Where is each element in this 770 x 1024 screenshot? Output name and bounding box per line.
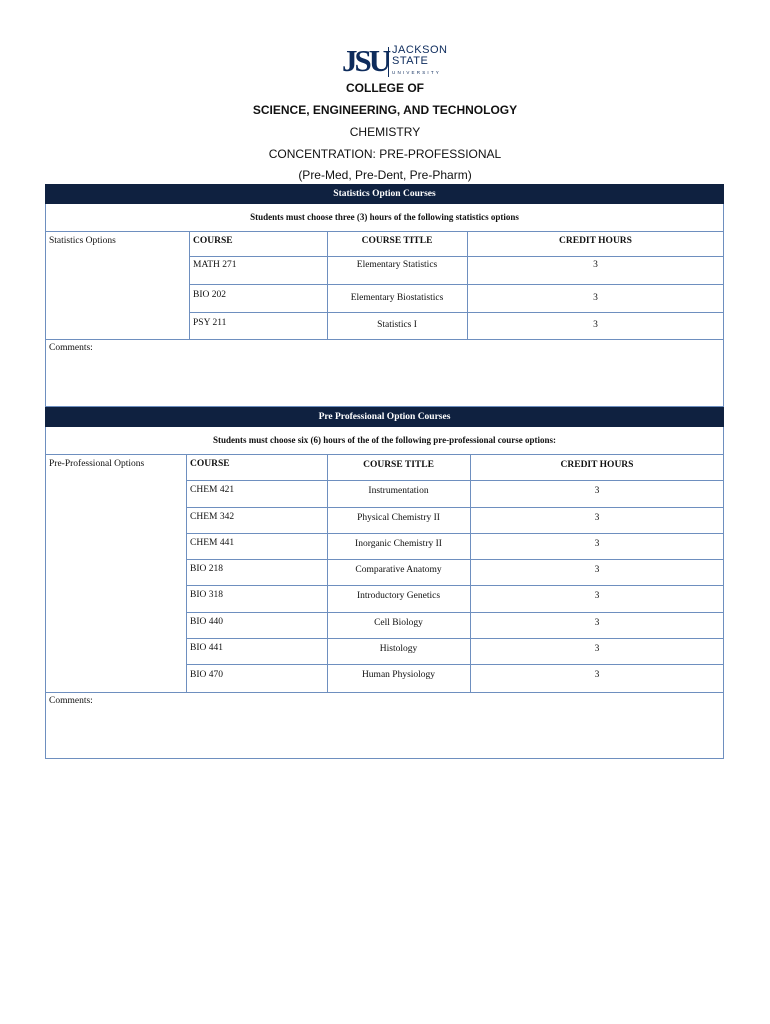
course-title: Physical Chemistry II: [357, 513, 440, 523]
jsu-monogram: [341, 43, 389, 81]
course-code: BIO 470: [190, 670, 223, 680]
course-code: MATH 271: [193, 260, 237, 270]
column-header-title: COURSE TITLE: [361, 236, 433, 246]
preprofessional-section-title: Pre Professional Option Courses: [45, 407, 724, 427]
course-title: Statistics I: [377, 320, 417, 330]
divider: [189, 312, 724, 313]
credit-hours: 3: [594, 670, 600, 680]
statistics-row-label: Statistics Options: [49, 236, 116, 246]
divider: [186, 664, 724, 665]
credit-hours: 3: [594, 565, 600, 575]
logo-line-1: JACKSON: [392, 44, 448, 56]
column-header-course: COURSE: [193, 236, 233, 246]
column-header-title: COURSE TITLE: [363, 460, 434, 470]
course-title: Instrumentation: [368, 486, 429, 496]
credit-hours: 3: [593, 293, 598, 303]
statistics-section-title: Statistics Option Courses: [45, 184, 724, 204]
course-code: BIO 440: [190, 617, 223, 627]
statistics-instruction: Students must choose three (3) hours of the following statistics options: [250, 212, 519, 222]
course-title: Introductory Genetics: [356, 591, 441, 601]
divider: [45, 692, 724, 693]
divider: [186, 638, 724, 639]
column-header-course: COURSE: [190, 459, 230, 469]
credit-hours: 3: [594, 539, 600, 549]
concentration-title: CONCENTRATION: PRE-PROFESSIONAL: [268, 147, 502, 161]
divider: [189, 284, 724, 285]
college-line-1: COLLEGE OF: [346, 81, 424, 95]
credit-hours: 3: [594, 591, 600, 601]
course-code: BIO 441: [190, 643, 223, 653]
college-line-2: SCIENCE, ENGINEERING, AND TECHNOLOGY: [252, 103, 518, 117]
preprofessional-row-label: Pre-Professional Options: [49, 459, 145, 469]
divider: [45, 231, 724, 232]
credit-hours: 3: [593, 320, 598, 330]
divider: [186, 612, 724, 613]
jsu-logo: [341, 43, 451, 83]
column-header-hours: CREDIT HOURS: [560, 460, 634, 470]
column-header-hours: CREDIT HOURS: [559, 236, 632, 246]
course-code: BIO 202: [193, 290, 226, 300]
credit-hours: 3: [593, 260, 598, 270]
logo-wordmark: [392, 45, 447, 78]
divider: [186, 585, 724, 586]
logo-line-3: UNIVERSITY: [392, 70, 442, 75]
statistics-comments-label: Comments:: [49, 343, 93, 353]
preprofessional-comments-label: Comments:: [49, 696, 93, 706]
course-title: Cell Biology: [374, 618, 423, 628]
logo-divider: [388, 47, 389, 77]
tracks-subtitle: (Pre-Med, Pre-Dent, Pre-Pharm): [298, 168, 472, 182]
course-code: BIO 318: [190, 590, 223, 600]
course-code: CHEM 342: [190, 512, 235, 522]
course-code: CHEM 421: [190, 485, 235, 495]
divider: [189, 231, 190, 339]
divider: [186, 480, 724, 481]
divider: [189, 256, 724, 257]
course-title: Elementary Statistics: [356, 260, 438, 270]
credit-hours: 3: [594, 644, 600, 654]
course-title: Elementary Biostatistics: [350, 293, 444, 303]
credit-hours: 3: [594, 618, 600, 628]
divider: [186, 533, 724, 534]
credit-hours: 3: [594, 513, 600, 523]
course-code: BIO 218: [190, 564, 223, 574]
divider: [45, 339, 724, 340]
department-title: CHEMISTRY: [349, 125, 421, 139]
course-code: CHEM 441: [190, 538, 235, 548]
course-title: Histology: [379, 644, 418, 654]
course-title: Comparative Anatomy: [355, 565, 442, 575]
course-title: Inorganic Chemistry II: [355, 539, 442, 549]
divider: [186, 454, 187, 692]
logo-mark: JSU: [342, 43, 389, 78]
credit-hours: 3: [594, 486, 600, 496]
course-title: Human Physiology: [361, 670, 436, 680]
preprofessional-instruction: Students must choose six (6) hours of the of the following pre-professional course options:: [213, 435, 556, 445]
course-code: PSY 211: [193, 318, 227, 328]
divider: [186, 507, 724, 508]
divider: [186, 559, 724, 560]
logo-line-2: STATE: [392, 55, 429, 67]
divider: [45, 454, 724, 455]
